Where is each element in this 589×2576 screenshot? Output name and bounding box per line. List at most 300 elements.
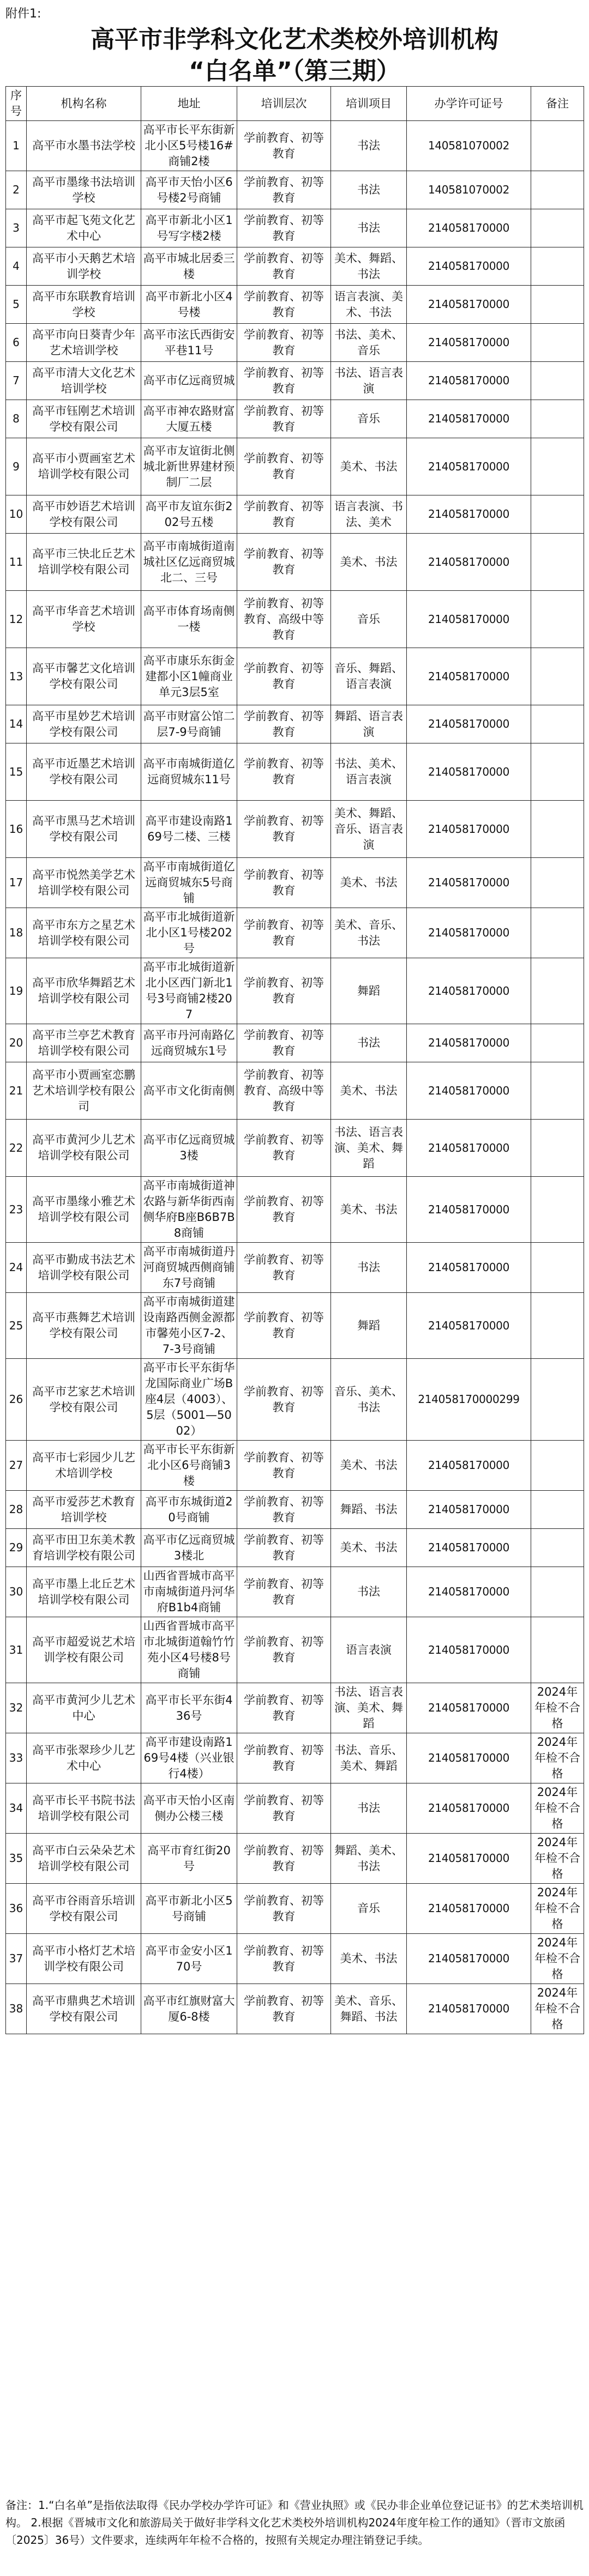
training-projects: 美术、书法 [331, 438, 407, 495]
row-number: 15 [6, 743, 27, 801]
table-row [6, 1683, 584, 1733]
institution-name: 高平市墨缘小雅艺术培训学校有限公司 [27, 1177, 141, 1243]
institution-address: 高平市长平东街华龙国际商业广场B座4层（4003）、5层（5001—5002） [141, 1359, 237, 1441]
row-number: 31 [6, 1617, 27, 1683]
institution-address: 高平市友谊东街202号五楼 [141, 495, 237, 534]
institution-address: 高平市康乐东街金建都小区1幢商业单元3层5室 [141, 648, 237, 705]
institution-name: 高平市小贾画室艺术培训学校有限公司 [27, 438, 141, 495]
institution-name: 高平市黄河少儿艺术中心 [27, 1683, 141, 1733]
training-level: 学前教育、初等教育 [237, 1441, 331, 1491]
row-number: 23 [6, 1177, 27, 1243]
remark [531, 247, 584, 286]
remark [531, 908, 584, 958]
remark [531, 958, 584, 1024]
training-level: 学前教育、初等教育 [237, 1733, 331, 1783]
row-number: 6 [6, 324, 27, 362]
table-row [6, 908, 584, 958]
license-number: 214058170000 [407, 495, 531, 534]
training-projects: 书法、美术、音乐 [331, 324, 407, 362]
training-level: 学前教育、初等教育 [237, 534, 331, 591]
training-projects: 美术、书法 [331, 1441, 407, 1491]
institution-name: 高平市悦然美学艺术培训学校有限公司 [27, 858, 141, 908]
table-row [6, 743, 584, 801]
training-level: 学前教育、初等教育 [237, 908, 331, 958]
remark [531, 362, 584, 400]
remark: 2024年年检不合格 [531, 1984, 584, 2034]
institution-address: 高平市新北小区4号楼 [141, 286, 237, 324]
row-number: 32 [6, 1683, 27, 1733]
license-number: 214058170000 [407, 1293, 531, 1359]
table-row [6, 1177, 584, 1243]
remark [531, 121, 584, 171]
table-row [6, 1934, 584, 1984]
training-level: 学前教育、初等教育 [237, 495, 331, 534]
institution-name: 高平市向日葵青少年艺术培训学校 [27, 324, 141, 362]
training-level: 学前教育、初等教育 [237, 858, 331, 908]
training-projects: 美术、舞蹈、书法 [331, 247, 407, 286]
table-row [6, 400, 584, 438]
training-level: 学前教育、初等教育 [237, 1834, 331, 1884]
table-row [6, 1024, 584, 1062]
institution-name: 高平市勤成书法艺术培训学校有限公司 [27, 1243, 141, 1293]
training-projects: 书法 [331, 1024, 407, 1062]
training-projects: 书法、美术、语言表演 [331, 743, 407, 801]
institution-name: 高平市水墨书法学校 [27, 121, 141, 171]
remark [531, 705, 584, 743]
institution-name: 高平市星妙艺术培训学校有限公司 [27, 705, 141, 743]
license-number: 140581070002 [407, 171, 531, 209]
training-projects: 书法 [331, 1243, 407, 1293]
institution-address: 高平市北城街道新北小区西门新北1号3号商铺2楼207 [141, 958, 237, 1024]
row-number: 13 [6, 648, 27, 705]
training-level: 学前教育、初等教育 [237, 1984, 331, 2034]
institution-address: 高平市南城街道南城社区亿远商贸城北二、三号 [141, 534, 237, 591]
license-number: 214058170000 [407, 209, 531, 247]
training-projects: 舞蹈 [331, 958, 407, 1024]
remark [531, 743, 584, 801]
header-license: 办学许可证号 [407, 87, 531, 121]
institution-address: 高平市南城街道亿远商贸城东11号 [141, 743, 237, 801]
row-number: 27 [6, 1441, 27, 1491]
table-row [6, 324, 584, 362]
institution-name: 高平市馨艺文化培训学校有限公司 [27, 648, 141, 705]
table-row [6, 1441, 584, 1491]
institution-name: 高平市清大文化艺术培训学校 [27, 362, 141, 400]
institution-name: 高平市东方之星艺术培训学校有限公司 [27, 908, 141, 958]
document-title: 高平市非学科文化艺术类校外培训机构 [91, 26, 498, 53]
row-number: 5 [6, 286, 27, 324]
institution-address: 高平市财富公馆二层7-9号商铺 [141, 705, 237, 743]
license-number: 214058170000 [407, 648, 531, 705]
training-projects: 音乐、美术、书法 [331, 1359, 407, 1441]
training-level: 学前教育、初等教育 [237, 1683, 331, 1733]
institution-name: 高平市近墨艺术培训学校有限公司 [27, 743, 141, 801]
training-projects: 美术、书法 [331, 1177, 407, 1243]
remark [531, 1024, 584, 1062]
training-projects: 舞蹈、语言表演 [331, 705, 407, 743]
institution-name: 高平市小格灯艺术培训学校有限公司 [27, 1934, 141, 1984]
institution-name: 高平市谷雨音乐培训学校有限公司 [27, 1884, 141, 1934]
attachment-label: 附件1: [5, 7, 41, 21]
remark: 2024年年检不合格 [531, 1934, 584, 1984]
row-number: 22 [6, 1120, 27, 1177]
institution-address: 高平市友谊街北侧城北新世界建材预制厂二层 [141, 438, 237, 495]
table-row [6, 1359, 584, 1441]
institution-address: 高平市建设南路169号4楼（兴业银行4楼） [141, 1733, 237, 1783]
institution-name: 高平市三快北丘艺术培训学校有限公司 [27, 534, 141, 591]
training-level: 学前教育、初等教育 [237, 801, 331, 858]
institution-address: 高平市长平东街新北小区5号楼16#商铺2楼 [141, 121, 237, 171]
row-number: 30 [6, 1567, 27, 1617]
row-number: 4 [6, 247, 27, 286]
institution-name: 高平市超爱说艺术培训学校有限公司 [27, 1617, 141, 1683]
license-number: 214058170000 [407, 1491, 531, 1529]
remark: 2024年年检不合格 [531, 1834, 584, 1884]
institution-address: 高平市金安小区170号 [141, 1934, 237, 1984]
institution-address: 山西省晋城市高平市南城街道丹河华府B1b4商铺 [141, 1567, 237, 1617]
row-number: 11 [6, 534, 27, 591]
row-number: 38 [6, 1984, 27, 2034]
remark [531, 534, 584, 591]
remark [531, 495, 584, 534]
license-number: 214058170000 [407, 247, 531, 286]
institution-name: 高平市华音艺术培训学校 [27, 591, 141, 648]
row-number: 20 [6, 1024, 27, 1062]
training-level: 学前教育、初等教育 [237, 324, 331, 362]
training-projects: 书法、音乐、美术、舞蹈 [331, 1733, 407, 1783]
training-projects: 书法 [331, 209, 407, 247]
row-number: 2 [6, 171, 27, 209]
remark [531, 1293, 584, 1359]
institution-address: 高平市南城街道建设南路西侧金源都市馨苑小区7-2、7-3号商铺 [141, 1293, 237, 1359]
institution-address: 高平市天怡小区南侧办公楼三楼 [141, 1783, 237, 1834]
license-number: 214058170000 [407, 400, 531, 438]
row-number: 37 [6, 1934, 27, 1984]
license-number: 214058170000 [407, 1243, 531, 1293]
header-name: 机构名称 [27, 87, 141, 121]
row-number: 12 [6, 591, 27, 648]
institution-address: 高平市建设南路169号二楼、三楼 [141, 801, 237, 858]
table-row [6, 362, 584, 400]
remark: 2024年年检不合格 [531, 1683, 584, 1733]
license-number: 214058170000 [407, 1441, 531, 1491]
institution-name: 高平市钰刚艺术培训学校有限公司 [27, 400, 141, 438]
row-number: 35 [6, 1834, 27, 1884]
header-remark: 备注 [531, 87, 584, 121]
institution-address: 高平市亿远商贸城3楼北 [141, 1529, 237, 1567]
table-row [6, 1491, 584, 1529]
license-number: 214058170000 [407, 1567, 531, 1617]
row-number: 29 [6, 1529, 27, 1567]
institution-name: 高平市黄河少儿艺术培训学校有限公司 [27, 1120, 141, 1177]
row-number: 33 [6, 1733, 27, 1783]
row-number: 26 [6, 1359, 27, 1441]
institution-name: 高平市起飞苑文化艺术中心 [27, 209, 141, 247]
table-row [6, 209, 584, 247]
license-number: 214058170000 [407, 1683, 531, 1733]
remark [531, 286, 584, 324]
institution-address: 高平市东城街道20号商铺 [141, 1491, 237, 1529]
institution-address: 高平市长平东街436号 [141, 1683, 237, 1733]
training-level: 学前教育、初等教育 [237, 648, 331, 705]
institution-address: 高平市亿远商贸城 [141, 362, 237, 400]
training-projects: 舞蹈 [331, 1293, 407, 1359]
training-projects: 音乐、舞蹈、语言表演 [331, 648, 407, 705]
remark [531, 1243, 584, 1293]
training-level: 学前教育、初等教育 [237, 438, 331, 495]
institution-name: 高平市东联教育培训学校 [27, 286, 141, 324]
training-projects: 书法 [331, 1567, 407, 1617]
institution-address: 高平市红旗财富大厦6-8楼 [141, 1984, 237, 2034]
header-no: 序号 [6, 87, 27, 121]
institution-address: 高平市南城街道丹河商贸城西侧商铺东7号商铺 [141, 1243, 237, 1293]
row-number: 14 [6, 705, 27, 743]
institution-address: 高平市神农路财富大厦五楼 [141, 400, 237, 438]
table-row [6, 438, 584, 495]
license-number: 214058170000 [407, 286, 531, 324]
institution-name: 高平市白云朵朵艺术培训学校有限公司 [27, 1834, 141, 1884]
training-level: 学前教育、初等教育 [237, 705, 331, 743]
row-number: 8 [6, 400, 27, 438]
training-projects: 语言表演、书法、美术 [331, 495, 407, 534]
training-level: 学前教育、初等教育 [237, 121, 331, 171]
table-row [6, 1529, 584, 1567]
training-projects: 书法、语言表演、美术、舞蹈 [331, 1120, 407, 1177]
table-row [6, 171, 584, 209]
remark [531, 1529, 584, 1567]
institution-name: 高平市张翠珍少儿艺术中心 [27, 1733, 141, 1783]
table-row [6, 1984, 584, 2034]
row-number: 17 [6, 858, 27, 908]
institution-address: 高平市育红街20号 [141, 1834, 237, 1884]
training-level: 学前教育、初等教育 [237, 1617, 331, 1683]
training-projects: 书法 [331, 121, 407, 171]
table-row [6, 1062, 584, 1120]
institution-name: 高平市小天鹅艺术培训学校 [27, 247, 141, 286]
training-projects: 语言表演、美术、书法 [331, 286, 407, 324]
license-number: 214058170000 [407, 1934, 531, 1984]
training-level: 学前教育、初等教育 [237, 171, 331, 209]
remark [531, 209, 584, 247]
row-number: 21 [6, 1062, 27, 1120]
license-number: 214058170000 [407, 858, 531, 908]
row-number: 28 [6, 1491, 27, 1529]
training-level: 学前教育、初等教育、高级中等教育 [237, 591, 331, 648]
institution-address: 高平市丹河南路亿远商贸城东1号 [141, 1024, 237, 1062]
remark: 2024年年检不合格 [531, 1733, 584, 1783]
table-row [6, 534, 584, 591]
table-row [6, 495, 584, 534]
institution-address: 山西省晋城市高平市北城街道翰竹竹苑小区4号楼8号商铺 [141, 1617, 237, 1683]
table-row [6, 286, 584, 324]
institution-name: 高平市燕舞艺术培训学校有限公司 [27, 1293, 141, 1359]
row-number: 34 [6, 1783, 27, 1834]
license-number: 214058170000 [407, 534, 531, 591]
institution-address: 高平市长平东街新北小区6号商铺3楼 [141, 1441, 237, 1491]
institution-address: 高平市南城街道亿远商贸城东5号商铺 [141, 858, 237, 908]
institution-name: 高平市墨缘书法培训学校 [27, 171, 141, 209]
table-row [6, 1834, 584, 1884]
remark [531, 171, 584, 209]
license-number: 214058170000 [407, 743, 531, 801]
institution-name: 高平市妙语艺术培训学校有限公司 [27, 495, 141, 534]
row-number: 24 [6, 1243, 27, 1293]
training-projects: 书法 [331, 171, 407, 209]
row-number: 7 [6, 362, 27, 400]
row-number: 36 [6, 1884, 27, 1934]
training-level: 学前教育、初等教育 [237, 743, 331, 801]
license-number: 140581070002 [407, 121, 531, 171]
remark [531, 1617, 584, 1683]
training-level: 学前教育、初等教育 [237, 400, 331, 438]
table-row [6, 1567, 584, 1617]
institution-name: 高平市艺家艺术培训学校有限公司 [27, 1359, 141, 1441]
license-number: 214058170000 [407, 958, 531, 1024]
table-row [6, 1884, 584, 1934]
institution-name: 高平市小贾画室恋鹏艺术培训学校有限公司 [27, 1062, 141, 1120]
row-number: 3 [6, 209, 27, 247]
remark [531, 1062, 584, 1120]
training-level: 学前教育、初等教育 [237, 247, 331, 286]
table-row [6, 1617, 584, 1683]
training-projects: 书法、语言表演、美术、舞蹈 [331, 1683, 407, 1733]
license-number: 214058170000 [407, 362, 531, 400]
training-level: 学前教育、初等教育 [237, 286, 331, 324]
remark [531, 1567, 584, 1617]
institution-address: 高平市文化街南侧 [141, 1062, 237, 1120]
table-row [6, 1733, 584, 1783]
table-row [6, 1120, 584, 1177]
license-number: 214058170000 [407, 1062, 531, 1120]
row-number: 16 [6, 801, 27, 858]
license-number: 214058170000 [407, 1120, 531, 1177]
license-number: 214058170000 [407, 1733, 531, 1783]
license-number: 214058170000 [407, 1783, 531, 1834]
license-number: 214058170000299 [407, 1359, 531, 1441]
institution-address: 高平市泫氏西街安平巷11号 [141, 324, 237, 362]
institution-name: 高平市鼎典艺术培训学校有限公司 [27, 1984, 141, 2034]
institution-name: 高平市七彩园少儿艺术培训学校 [27, 1441, 141, 1491]
license-number: 214058170000 [407, 1024, 531, 1062]
training-level: 学前教育、初等教育 [237, 1884, 331, 1934]
institution-name: 高平市墨上北丘艺术培训学校有限公司 [27, 1567, 141, 1617]
training-level: 学前教育、初等教育 [237, 1243, 331, 1293]
training-projects: 美术、音乐、舞蹈、书法 [331, 1984, 407, 2034]
training-level: 学前教育、初等教育 [237, 1567, 331, 1617]
remark [531, 324, 584, 362]
header-address: 地址 [141, 87, 237, 121]
header-level: 培训层次 [237, 87, 331, 121]
row-number: 9 [6, 438, 27, 495]
training-level: 学前教育、初等教育 [237, 1359, 331, 1441]
license-number: 214058170000 [407, 1529, 531, 1567]
table-row [6, 1293, 584, 1359]
remark [531, 801, 584, 858]
training-level: 学前教育、初等教育 [237, 1491, 331, 1529]
training-projects: 音乐 [331, 400, 407, 438]
license-number: 214058170000 [407, 324, 531, 362]
training-level: 学前教育、初等教育 [237, 1120, 331, 1177]
training-projects: 书法、语言表演 [331, 362, 407, 400]
license-number: 214058170000 [407, 1984, 531, 2034]
training-projects: 美术、书法 [331, 1062, 407, 1120]
training-level: 学前教育、初等教育、高级中等教育 [237, 1062, 331, 1120]
row-number: 1 [6, 121, 27, 171]
table-row [6, 1783, 584, 1834]
remark [531, 591, 584, 648]
table-row [6, 958, 584, 1024]
institution-address: 高平市亿远商贸城3楼 [141, 1120, 237, 1177]
institution-name: 高平市长平书院书法培训学校有限公司 [27, 1783, 141, 1834]
row-number: 10 [6, 495, 27, 534]
training-projects: 美术、书法 [331, 1529, 407, 1567]
license-number: 214058170000 [407, 1177, 531, 1243]
institution-name: 高平市欣华舞蹈艺术培训学校有限公司 [27, 958, 141, 1024]
training-projects: 美术、书法 [331, 1934, 407, 1984]
license-number: 214058170000 [407, 1617, 531, 1683]
table-row [6, 648, 584, 705]
remark: 2024年年检不合格 [531, 1884, 584, 1934]
training-level: 学前教育、初等教育 [237, 1529, 331, 1567]
institution-name: 高平市兰亭艺术教育培训学校有限公司 [27, 1024, 141, 1062]
training-level: 学前教育、初等教育 [237, 209, 331, 247]
remark [531, 1441, 584, 1491]
license-number: 214058170000 [407, 591, 531, 648]
license-number: 214058170000 [407, 438, 531, 495]
training-level: 学前教育、初等教育 [237, 362, 331, 400]
training-projects: 舞蹈、美术、书法 [331, 1834, 407, 1884]
training-level: 学前教育、初等教育 [237, 958, 331, 1024]
license-number: 214058170000 [407, 801, 531, 858]
training-level: 学前教育、初等教育 [237, 1024, 331, 1062]
table-row [6, 858, 584, 908]
remark [531, 858, 584, 908]
table-header-row [6, 87, 584, 121]
institution-table [5, 86, 584, 2034]
institution-address: 高平市体育场南侧一楼 [141, 591, 237, 648]
training-projects: 音乐 [331, 591, 407, 648]
row-number: 18 [6, 908, 27, 958]
training-level: 学前教育、初等教育 [237, 1293, 331, 1359]
training-level: 学前教育、初等教育 [237, 1783, 331, 1834]
row-number: 25 [6, 1293, 27, 1359]
institution-address: 高平市新北小区1号写字楼2楼 [141, 209, 237, 247]
institution-address: 高平市北城街道新北小区1号楼202号 [141, 908, 237, 958]
institution-name: 高平市黑马艺术培训学校有限公司 [27, 801, 141, 858]
training-level: 学前教育、初等教育 [237, 1934, 331, 1984]
training-projects: 音乐 [331, 1884, 407, 1934]
table-row [6, 705, 584, 743]
header-project: 培训项目 [331, 87, 407, 121]
institution-name: 高平市爱莎艺术教育培训学校 [27, 1491, 141, 1529]
remark [531, 438, 584, 495]
table-row [6, 1243, 584, 1293]
remark [531, 1177, 584, 1243]
document-subtitle: “白名单”（第三期） [189, 57, 400, 85]
license-number: 214058170000 [407, 908, 531, 958]
training-projects: 书法 [331, 1783, 407, 1834]
table-row [6, 247, 584, 286]
table-row [6, 591, 584, 648]
training-projects: 美术、书法 [331, 858, 407, 908]
remark [531, 1359, 584, 1441]
training-projects: 美术、书法 [331, 534, 407, 591]
license-number: 214058170000 [407, 705, 531, 743]
remark [531, 1120, 584, 1177]
training-projects: 美术、舞蹈、音乐、语言表演 [331, 801, 407, 858]
institution-address: 高平市新北小区5号商铺 [141, 1884, 237, 1934]
license-number: 214058170000 [407, 1884, 531, 1934]
